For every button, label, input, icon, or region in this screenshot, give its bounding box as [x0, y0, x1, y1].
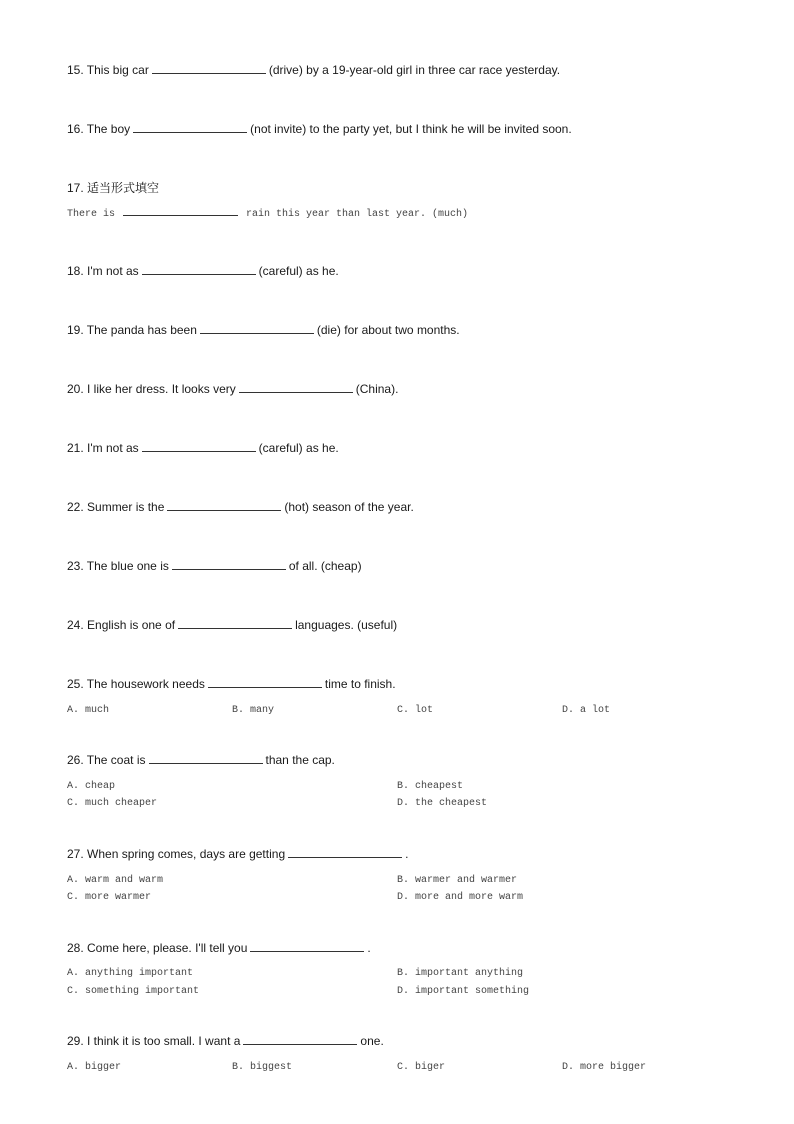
question-text: 16. The boy — [67, 122, 131, 136]
question-text: 22. Summer is the — [67, 500, 165, 514]
answer-blank[interactable] — [239, 382, 353, 393]
option-d[interactable]: D. a lot — [562, 705, 611, 716]
option-b[interactable]: B. important anything — [397, 968, 524, 979]
question-text: 29. I think it is too small. I want a — [67, 1034, 241, 1048]
question-text: (careful) as he. — [258, 441, 339, 455]
question-24 — [67, 617, 397, 633]
option-c[interactable]: C. lot — [397, 705, 434, 716]
question-text: 24. English is one of — [67, 618, 176, 632]
question-text: rain this year than last year. (much) — [246, 209, 469, 220]
question-22 — [67, 499, 414, 515]
question-text: 27. When spring comes, days are getting — [67, 847, 286, 861]
question-17 — [67, 206, 468, 221]
question-text: (drive) by a 19-year-old girl in three car race yesterday. — [268, 63, 561, 77]
option-a[interactable]: A. anything important — [67, 968, 194, 979]
answer-blank[interactable] — [142, 264, 256, 275]
question-25 — [67, 676, 396, 692]
option-d[interactable]: D. important something — [397, 986, 530, 997]
question-text: 23. The blue one is — [67, 559, 169, 573]
answer-blank[interactable] — [149, 753, 263, 764]
question-17-title: 17. 适当形式填空 — [67, 181, 160, 195]
answer-blank[interactable] — [123, 206, 238, 216]
option-c[interactable]: C. biger — [397, 1062, 446, 1073]
question-text: one. — [360, 1034, 384, 1048]
question-text: 18. I'm not as — [67, 264, 139, 278]
question-text: 28. Come here, please. I'll tell you — [67, 941, 248, 955]
question-text: than the cap. — [265, 753, 335, 767]
answer-blank[interactable] — [142, 441, 256, 452]
question-text: 26. The coat is — [67, 753, 146, 767]
option-d[interactable]: D. more and more warm — [397, 892, 524, 903]
answer-blank[interactable] — [288, 847, 402, 858]
option-c[interactable]: C. much cheaper — [67, 798, 158, 809]
option-a[interactable]: A. much — [67, 705, 110, 716]
question-text: There is — [67, 209, 116, 220]
option-a[interactable]: A. bigger — [67, 1062, 122, 1073]
option-b[interactable]: B. cheapest — [397, 781, 464, 792]
option-b[interactable]: B. many — [232, 705, 275, 716]
question-text: languages. (useful) — [295, 618, 398, 632]
answer-blank[interactable] — [167, 500, 281, 511]
question-23 — [67, 558, 362, 574]
question-20 — [67, 381, 398, 397]
question-text: (careful) as he. — [258, 264, 339, 278]
option-a[interactable]: A. warm and warm — [67, 875, 164, 886]
answer-blank[interactable] — [172, 559, 286, 570]
question-27 — [67, 846, 408, 862]
answer-blank[interactable] — [152, 63, 266, 74]
question-18 — [67, 263, 339, 279]
question-text: time to finish. — [324, 677, 396, 691]
question-28 — [67, 940, 371, 956]
answer-blank[interactable] — [200, 323, 314, 334]
answer-blank[interactable] — [208, 677, 322, 688]
question-16 — [67, 121, 572, 137]
option-b[interactable]: B. biggest — [232, 1062, 293, 1073]
option-d[interactable]: D. more bigger — [562, 1062, 647, 1073]
question-text: (not invite) to the party yet, but I think he will be invited soon. — [250, 122, 572, 136]
answer-blank[interactable] — [243, 1034, 357, 1045]
question-text: . — [405, 847, 409, 861]
option-b[interactable]: B. warmer and warmer — [397, 875, 518, 886]
question-text: 25. The housework needs — [67, 677, 205, 691]
question-29 — [67, 1033, 384, 1049]
question-21 — [67, 440, 339, 456]
question-text: 15. This big car — [67, 63, 149, 77]
question-text: (hot) season of the year. — [284, 500, 414, 514]
question-text: of all. (cheap) — [288, 559, 362, 573]
answer-blank[interactable] — [250, 941, 364, 952]
answer-blank[interactable] — [133, 122, 247, 133]
question-text: 21. I'm not as — [67, 441, 139, 455]
question-text: 20. I like her dress. It looks very — [67, 382, 236, 396]
option-d[interactable]: D. the cheapest — [397, 798, 488, 809]
question-19 — [67, 322, 460, 338]
question-15 — [67, 62, 560, 78]
option-c[interactable]: C. more warmer — [67, 892, 152, 903]
question-text: (die) for about two months. — [316, 323, 460, 337]
option-a[interactable]: A. cheap — [67, 781, 116, 792]
answer-blank[interactable] — [178, 618, 292, 629]
question-26 — [67, 752, 335, 768]
question-text: 19. The panda has been — [67, 323, 197, 337]
question-text: . — [367, 941, 371, 955]
question-text: (China). — [355, 382, 399, 396]
option-c[interactable]: C. something important — [67, 986, 200, 997]
